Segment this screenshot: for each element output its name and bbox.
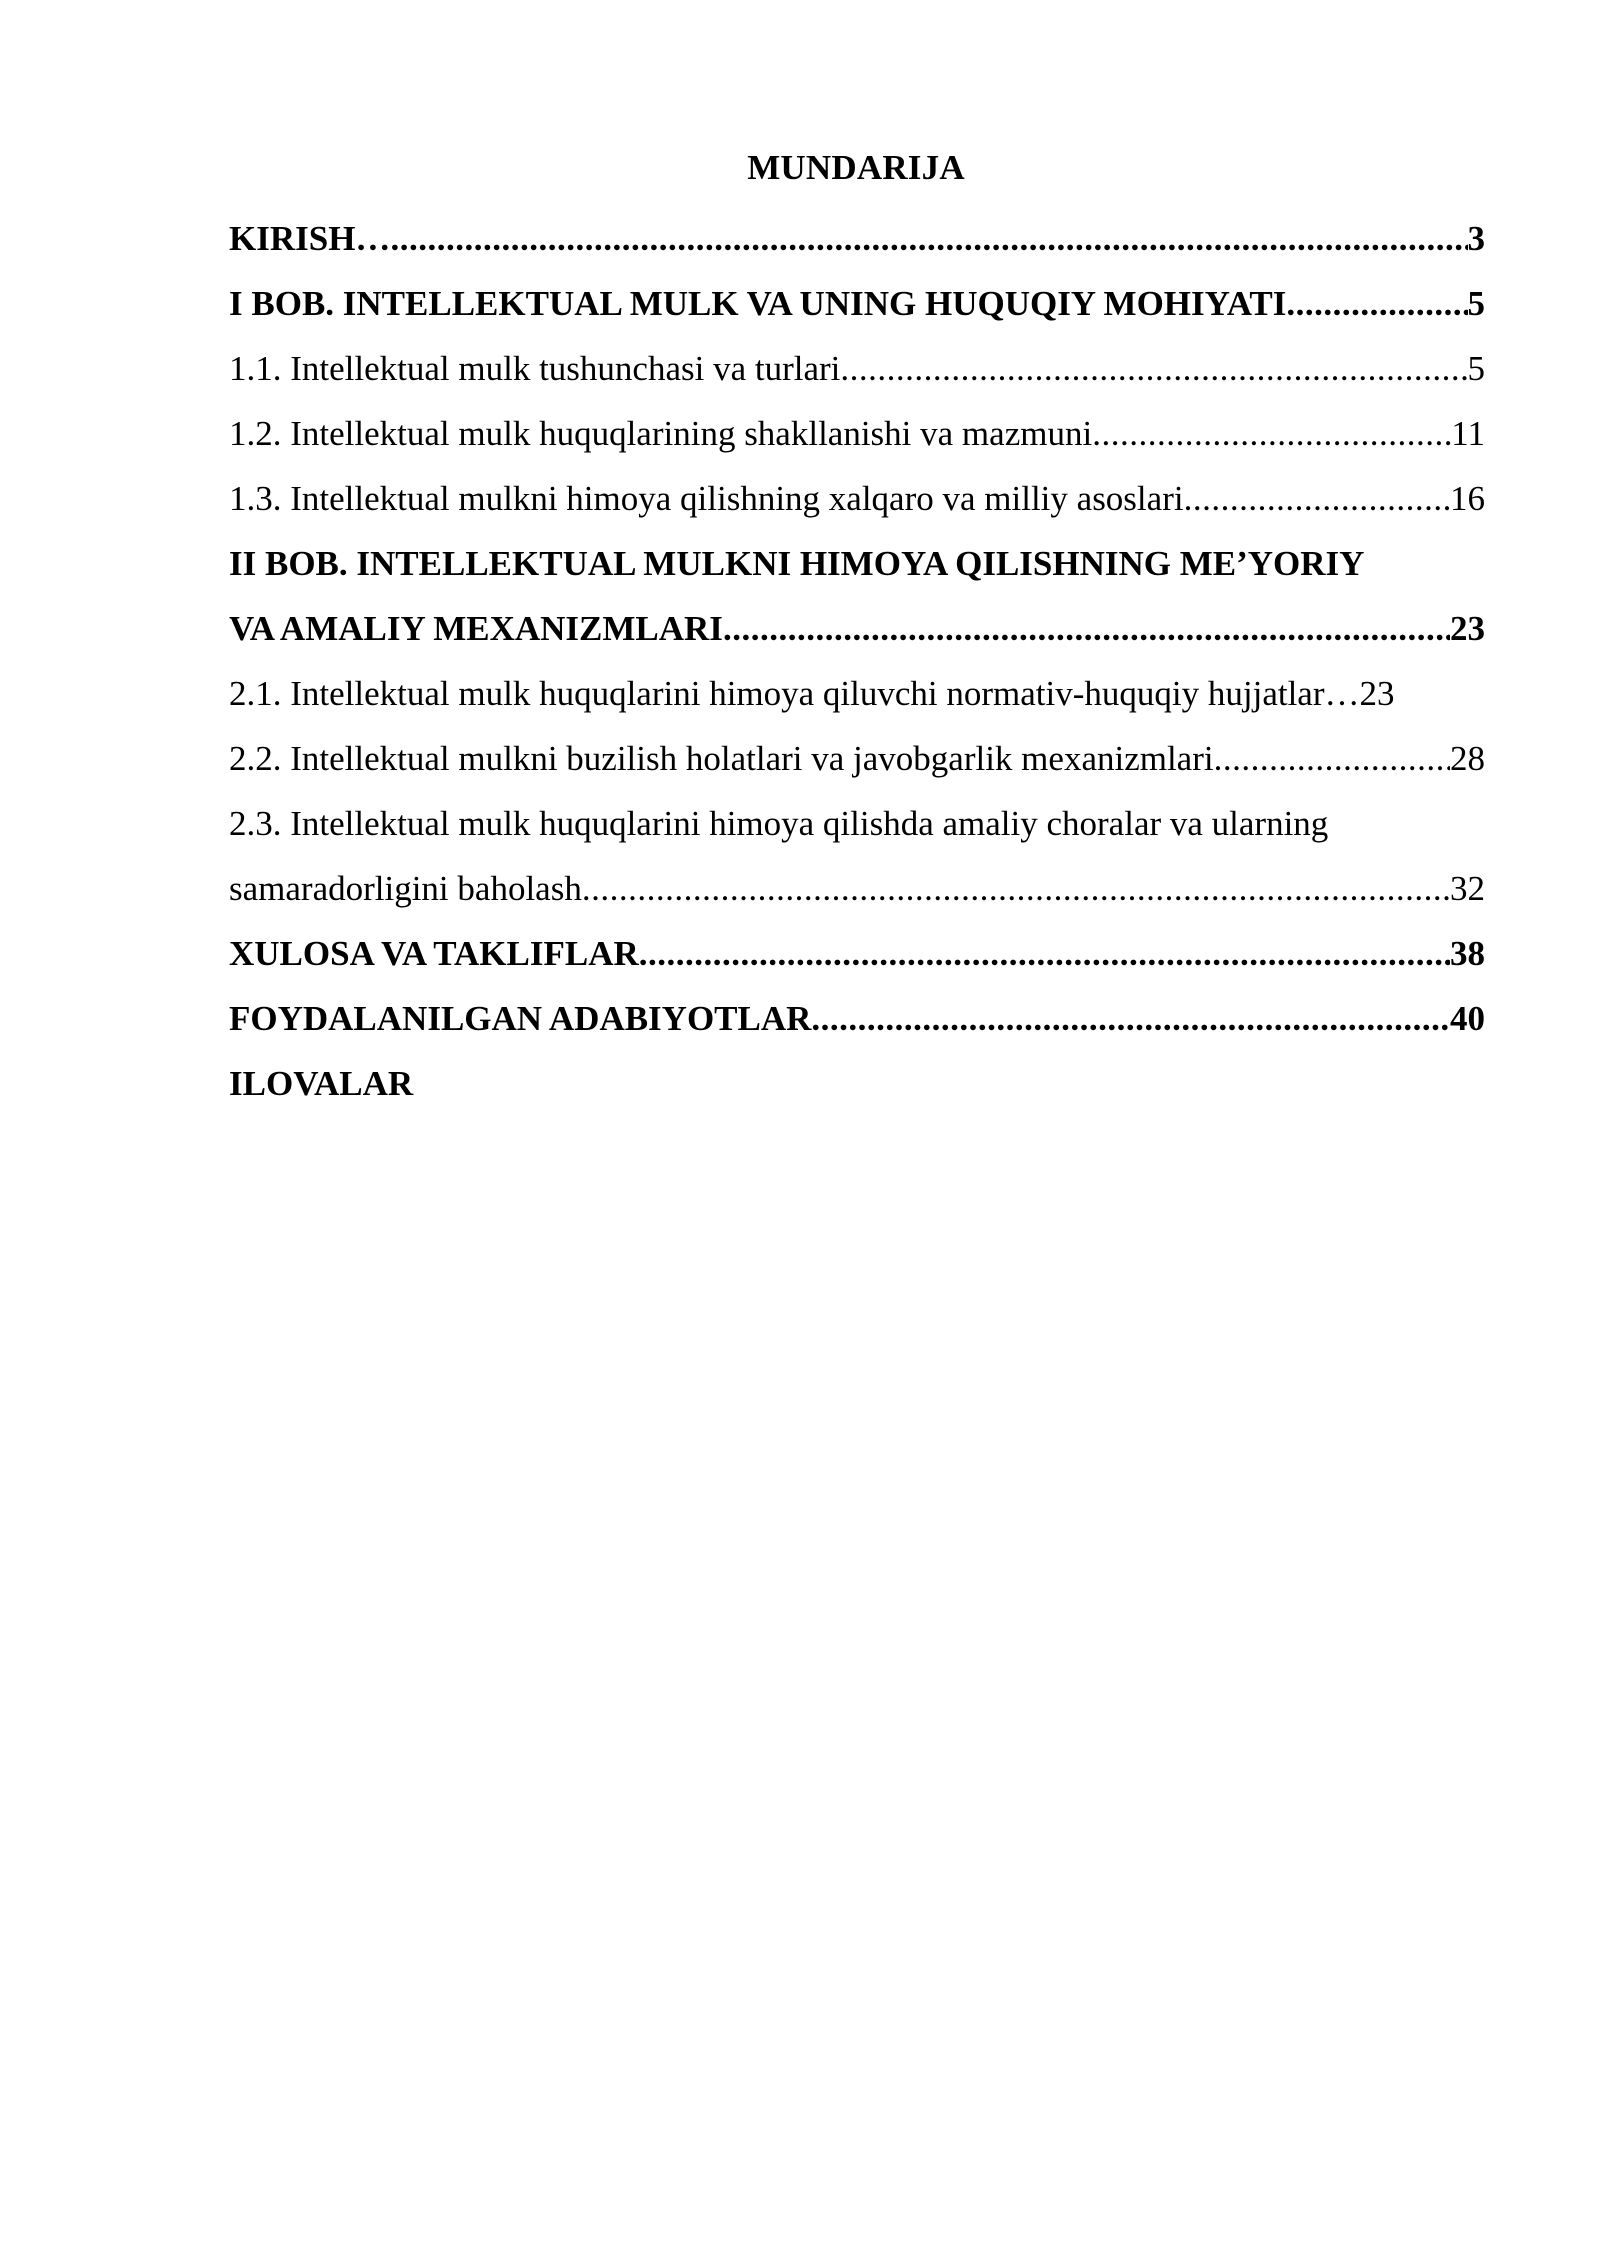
dot-leader xyxy=(723,596,1450,661)
toc-entry-1-2 xyxy=(229,401,1485,466)
toc-entry-page: 11 xyxy=(1451,414,1485,453)
dot-leader xyxy=(840,336,1467,401)
toc-entry-2-3-line-1 xyxy=(229,791,1485,856)
toc-entry-label: ILOVALAR xyxy=(229,1064,414,1103)
toc-entry-chapter-2-line-2 xyxy=(229,596,1485,661)
toc-entry-1-3 xyxy=(229,466,1485,531)
toc-entry-1-1 xyxy=(229,336,1485,401)
toc-entry-label: samaradorligini baholash xyxy=(229,869,582,908)
toc-entry-label: KIRISH… xyxy=(229,219,391,258)
toc-entry-chapter-2-line-1 xyxy=(229,531,1485,596)
toc-entry-label: FOYDALANILGAN ADABIYOTLAR xyxy=(229,999,812,1038)
toc-entry-appendices xyxy=(229,1051,1485,1116)
toc-entry-page: 5 xyxy=(1467,349,1485,388)
dot-leader xyxy=(1184,466,1450,531)
toc-entry-page: 16 xyxy=(1450,479,1485,518)
toc-entry-label: XULOSA VA TAKLIFLAR xyxy=(229,934,639,973)
dot-leader xyxy=(811,986,1450,1051)
toc-entry-page: 38 xyxy=(1450,934,1485,973)
toc-entry-page: 3 xyxy=(1467,219,1485,258)
toc-entry-page: 5 xyxy=(1467,284,1485,323)
toc-entry-label: 2.3. Intellektual mulk huquqlarini himoya qilishda amaliy choralar va ularning xyxy=(229,804,1329,843)
toc-entry-label: 1.2. Intellektual mulk huquqlarining shakllanishi va mazmuni xyxy=(229,414,1093,453)
toc-entry-2-1 xyxy=(229,661,1485,726)
dot-leader xyxy=(1286,271,1467,336)
toc-entry-2-2 xyxy=(229,726,1485,791)
dot-leader xyxy=(1092,401,1451,466)
dot-leader xyxy=(390,206,1467,271)
toc-entry-conclusion xyxy=(229,921,1485,986)
toc-entry-label: 1.1. Intellektual mulk tushunchasi va turlari xyxy=(229,349,841,388)
toc-entry-page: 28 xyxy=(1450,739,1485,778)
toc-entry-page: 23 xyxy=(1450,609,1485,648)
dot-leader xyxy=(639,921,1450,986)
toc-entry-label: II BOB. INTELLEKTUAL MULKNI HIMOYA QILISHNING ME’YORIY xyxy=(229,544,1365,583)
toc-entry-label: 2.2. Intellektual mulkni buzilish holatlari va javobgarlik mexanizmlari xyxy=(229,739,1214,778)
toc-entry-label: 2.1. Intellektual mulk huquqlarini himoya qiluvchi normativ-huquqiy hujjatlar…23 xyxy=(229,674,1395,713)
toc-entry-label: VA AMALIY MEXANIZMLARI xyxy=(229,609,723,648)
toc-entry-chapter-1 xyxy=(229,271,1485,336)
toc-entry-page: 40 xyxy=(1450,999,1485,1038)
toc-title: MUNDARIJA xyxy=(747,148,965,187)
toc-entry-label: I BOB. INTELLEKTUAL MULK VA UNING HUQUQIY MOHIYATI xyxy=(229,284,1287,323)
dot-leader xyxy=(1214,726,1450,791)
toc-entry-page: 32 xyxy=(1450,869,1485,908)
toc-entry-2-3-line-2 xyxy=(229,856,1485,921)
table-of-contents xyxy=(229,206,1485,1116)
toc-entry-kirish xyxy=(229,206,1485,271)
toc-entry-label: 1.3. Intellektual mulkni himoya qilishning xalqaro va milliy asoslari xyxy=(229,479,1184,518)
toc-entry-references xyxy=(229,986,1485,1051)
dot-leader xyxy=(582,856,1450,921)
